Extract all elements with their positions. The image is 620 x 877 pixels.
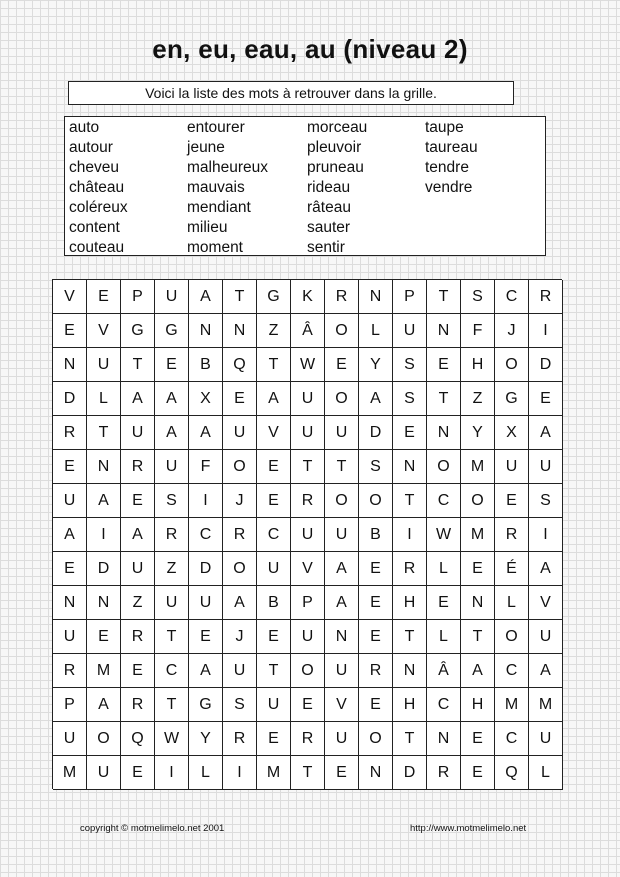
grid-cell[interactable]: D bbox=[393, 756, 427, 790]
word-item: malheureux bbox=[187, 159, 268, 176]
grid-cell[interactable]: U bbox=[291, 518, 325, 552]
grid-cell[interactable]: U bbox=[53, 620, 87, 654]
grid-cell[interactable]: T bbox=[87, 416, 121, 450]
grid-cell[interactable]: E bbox=[461, 722, 495, 756]
grid-cell[interactable]: O bbox=[325, 382, 359, 416]
grid-cell[interactable]: A bbox=[53, 518, 87, 552]
grid-cell[interactable]: T bbox=[393, 484, 427, 518]
word-item: entourer bbox=[187, 119, 245, 136]
word-list bbox=[64, 116, 546, 256]
grid-cell[interactable]: E bbox=[325, 348, 359, 382]
grid-cell[interactable]: A bbox=[359, 382, 393, 416]
grid-cell[interactable]: R bbox=[291, 722, 325, 756]
grid-cell[interactable]: H bbox=[393, 688, 427, 722]
grid-cell[interactable]: R bbox=[495, 518, 529, 552]
grid-cell[interactable]: I bbox=[189, 484, 223, 518]
grid-cell[interactable]: R bbox=[325, 280, 359, 314]
word-item: taureau bbox=[425, 139, 478, 156]
grid-cell[interactable]: T bbox=[427, 280, 461, 314]
grid-cell[interactable]: E bbox=[53, 314, 87, 348]
grid-cell[interactable]: O bbox=[325, 314, 359, 348]
grid-cell[interactable]: N bbox=[53, 586, 87, 620]
grid-cell[interactable]: A bbox=[155, 382, 189, 416]
word-item: jeune bbox=[187, 139, 225, 156]
grid-cell[interactable]: Y bbox=[461, 416, 495, 450]
grid-cell[interactable]: G bbox=[257, 280, 291, 314]
grid-cell[interactable]: E bbox=[189, 620, 223, 654]
grid-cell[interactable]: J bbox=[223, 620, 257, 654]
word-item: pleuvoir bbox=[307, 139, 362, 156]
grid-cell[interactable]: P bbox=[291, 586, 325, 620]
word-item: pruneau bbox=[307, 159, 364, 176]
grid-cell[interactable]: I bbox=[155, 756, 189, 790]
grid-cell[interactable]: R bbox=[121, 688, 155, 722]
grid-cell[interactable]: N bbox=[393, 654, 427, 688]
grid-cell[interactable]: A bbox=[155, 416, 189, 450]
grid-cell[interactable]: L bbox=[359, 314, 393, 348]
grid-cell[interactable]: A bbox=[529, 552, 563, 586]
grid-cell[interactable]: R bbox=[53, 654, 87, 688]
grid-cell[interactable]: A bbox=[121, 518, 155, 552]
grid-cell[interactable]: O bbox=[495, 348, 529, 382]
word-item: coléreux bbox=[69, 199, 128, 216]
grid-cell[interactable]: U bbox=[87, 756, 121, 790]
word-item: vendre bbox=[425, 179, 473, 196]
word-item: auto bbox=[69, 119, 100, 136]
grid-cell[interactable]: O bbox=[87, 722, 121, 756]
grid-cell[interactable]: M bbox=[53, 756, 87, 790]
grid-cell[interactable]: U bbox=[325, 654, 359, 688]
grid-cell[interactable]: O bbox=[359, 484, 393, 518]
grid-cell[interactable]: G bbox=[189, 688, 223, 722]
grid-cell[interactable]: V bbox=[291, 552, 325, 586]
grid-cell[interactable]: W bbox=[291, 348, 325, 382]
word-item: autour bbox=[69, 139, 113, 156]
grid-cell[interactable]: D bbox=[529, 348, 563, 382]
grid-cell[interactable]: S bbox=[359, 450, 393, 484]
grid-cell[interactable]: P bbox=[393, 280, 427, 314]
grid-cell[interactable]: A bbox=[189, 280, 223, 314]
grid-cell[interactable]: B bbox=[257, 586, 291, 620]
grid-cell[interactable]: U bbox=[291, 382, 325, 416]
grid-cell[interactable]: E bbox=[359, 620, 393, 654]
grid-cell[interactable]: B bbox=[189, 348, 223, 382]
grid-cell[interactable]: E bbox=[427, 348, 461, 382]
grid-cell[interactable]: D bbox=[189, 552, 223, 586]
grid-cell[interactable]: W bbox=[427, 518, 461, 552]
grid-cell[interactable]: U bbox=[291, 620, 325, 654]
grid-cell[interactable]: H bbox=[461, 348, 495, 382]
grid-cell[interactable]: T bbox=[155, 688, 189, 722]
grid-cell[interactable]: E bbox=[223, 382, 257, 416]
grid-cell[interactable]: V bbox=[53, 280, 87, 314]
word-search-grid bbox=[52, 279, 562, 789]
website-url: http://www.motmelimelo.net bbox=[410, 823, 527, 834]
grid-cell[interactable]: E bbox=[87, 280, 121, 314]
grid-cell[interactable]: O bbox=[461, 484, 495, 518]
grid-cell[interactable]: O bbox=[291, 654, 325, 688]
grid-cell[interactable]: M bbox=[495, 688, 529, 722]
grid-cell[interactable]: Q bbox=[223, 348, 257, 382]
grid-cell[interactable]: A bbox=[189, 654, 223, 688]
grid-cell[interactable]: Z bbox=[257, 314, 291, 348]
grid-cell[interactable]: N bbox=[393, 450, 427, 484]
grid-cell[interactable]: R bbox=[53, 416, 87, 450]
grid-cell[interactable]: U bbox=[325, 722, 359, 756]
grid-cell[interactable]: E bbox=[359, 688, 393, 722]
grid-cell[interactable]: X bbox=[189, 382, 223, 416]
grid-cell[interactable]: R bbox=[529, 280, 563, 314]
grid-cell[interactable]: N bbox=[427, 416, 461, 450]
grid-cell[interactable]: L bbox=[495, 586, 529, 620]
grid-cell[interactable]: G bbox=[121, 314, 155, 348]
word-column-1 bbox=[69, 118, 189, 258]
grid-cell[interactable]: M bbox=[257, 756, 291, 790]
word-item: mauvais bbox=[187, 179, 245, 196]
grid-cell[interactable]: R bbox=[155, 518, 189, 552]
grid-cell[interactable]: U bbox=[257, 688, 291, 722]
grid-cell[interactable]: T bbox=[121, 348, 155, 382]
grid-cell[interactable]: O bbox=[223, 552, 257, 586]
grid-cell[interactable]: N bbox=[359, 280, 393, 314]
grid-cell[interactable]: E bbox=[87, 620, 121, 654]
grid-cell[interactable]: T bbox=[257, 348, 291, 382]
grid-cell[interactable]: A bbox=[529, 416, 563, 450]
grid-cell[interactable]: U bbox=[155, 450, 189, 484]
word-item: milieu bbox=[187, 219, 228, 236]
grid-cell[interactable]: E bbox=[53, 552, 87, 586]
grid-cell[interactable]: L bbox=[427, 620, 461, 654]
grid-cell[interactable]: A bbox=[325, 552, 359, 586]
grid-cell[interactable]: E bbox=[291, 688, 325, 722]
grid-cell[interactable]: U bbox=[223, 416, 257, 450]
grid-cell[interactable]: Â bbox=[427, 654, 461, 688]
grid-cell[interactable]: N bbox=[189, 314, 223, 348]
grid-cell[interactable]: R bbox=[393, 552, 427, 586]
grid-cell[interactable]: M bbox=[529, 688, 563, 722]
grid-cell[interactable]: U bbox=[291, 416, 325, 450]
grid-cell[interactable]: T bbox=[155, 620, 189, 654]
grid-cell[interactable]: E bbox=[257, 484, 291, 518]
grid-cell[interactable]: M bbox=[461, 518, 495, 552]
grid-cell[interactable]: A bbox=[257, 382, 291, 416]
grid-cell[interactable]: E bbox=[53, 450, 87, 484]
word-item: moment bbox=[187, 239, 243, 256]
grid-cell[interactable]: R bbox=[291, 484, 325, 518]
grid-cell[interactable]: P bbox=[121, 280, 155, 314]
grid-cell[interactable]: C bbox=[189, 518, 223, 552]
grid-cell[interactable]: C bbox=[495, 280, 529, 314]
grid-cell[interactable]: E bbox=[121, 654, 155, 688]
word-item: couteau bbox=[69, 239, 125, 256]
grid-cell[interactable]: U bbox=[529, 620, 563, 654]
grid-cell[interactable]: N bbox=[223, 314, 257, 348]
grid-cell[interactable]: T bbox=[427, 382, 461, 416]
grid-cell[interactable]: U bbox=[393, 314, 427, 348]
grid-cell[interactable]: C bbox=[257, 518, 291, 552]
grid-cell[interactable]: U bbox=[53, 722, 87, 756]
grid-cell[interactable]: C bbox=[495, 654, 529, 688]
grid-cell[interactable]: E bbox=[121, 756, 155, 790]
word-item: morceau bbox=[307, 119, 368, 136]
grid-cell[interactable]: L bbox=[529, 756, 563, 790]
grid-cell[interactable]: I bbox=[393, 518, 427, 552]
grid-cell[interactable]: A bbox=[87, 688, 121, 722]
word-item: râteau bbox=[307, 199, 351, 216]
grid-cell[interactable]: E bbox=[257, 450, 291, 484]
grid-cell[interactable]: U bbox=[495, 450, 529, 484]
grid-cell[interactable]: V bbox=[529, 586, 563, 620]
grid-cell[interactable]: S bbox=[223, 688, 257, 722]
grid-cell[interactable]: N bbox=[427, 314, 461, 348]
grid-cell[interactable]: E bbox=[427, 586, 461, 620]
grid-cell[interactable]: O bbox=[427, 450, 461, 484]
grid-cell[interactable]: D bbox=[87, 552, 121, 586]
grid-cell[interactable]: O bbox=[325, 484, 359, 518]
word-item: content bbox=[69, 219, 120, 236]
grid-cell[interactable]: U bbox=[53, 484, 87, 518]
grid-cell[interactable]: C bbox=[427, 484, 461, 518]
instructions: Voici la liste des mots à retrouver dans la grille. bbox=[68, 81, 514, 105]
grid-cell[interactable]: M bbox=[461, 450, 495, 484]
word-item: taupe bbox=[425, 119, 464, 136]
grid-cell[interactable]: U bbox=[121, 552, 155, 586]
grid-cell[interactable]: N bbox=[427, 722, 461, 756]
grid-cell[interactable]: T bbox=[257, 654, 291, 688]
grid-cell[interactable]: U bbox=[529, 450, 563, 484]
word-item: sentir bbox=[307, 239, 345, 256]
grid-cell[interactable]: A bbox=[529, 654, 563, 688]
grid-cell[interactable]: A bbox=[189, 416, 223, 450]
grid-cell[interactable]: R bbox=[121, 620, 155, 654]
grid-cell[interactable]: J bbox=[223, 484, 257, 518]
grid-cell[interactable]: F bbox=[189, 450, 223, 484]
grid-cell[interactable]: U bbox=[155, 586, 189, 620]
grid-cell[interactable]: A bbox=[223, 586, 257, 620]
grid-cell[interactable]: E bbox=[325, 756, 359, 790]
grid-cell[interactable]: N bbox=[87, 586, 121, 620]
grid-cell[interactable]: R bbox=[427, 756, 461, 790]
grid-cell[interactable]: U bbox=[529, 722, 563, 756]
grid-cell[interactable]: R bbox=[359, 654, 393, 688]
grid-cell[interactable]: R bbox=[121, 450, 155, 484]
grid-cell[interactable]: U bbox=[121, 416, 155, 450]
grid-cell[interactable]: N bbox=[87, 450, 121, 484]
grid-cell[interactable]: F bbox=[461, 314, 495, 348]
grid-cell[interactable]: A bbox=[461, 654, 495, 688]
grid-cell[interactable]: M bbox=[87, 654, 121, 688]
grid-cell[interactable]: U bbox=[87, 348, 121, 382]
grid-cell[interactable]: L bbox=[189, 756, 223, 790]
grid-cell[interactable]: O bbox=[495, 620, 529, 654]
grid-cell[interactable]: E bbox=[257, 722, 291, 756]
grid-cell[interactable]: C bbox=[427, 688, 461, 722]
word-column-3 bbox=[307, 118, 427, 258]
grid-cell[interactable]: U bbox=[223, 654, 257, 688]
grid-cell[interactable]: W bbox=[155, 722, 189, 756]
grid-cell[interactable]: U bbox=[325, 518, 359, 552]
grid-cell[interactable]: V bbox=[87, 314, 121, 348]
grid-cell[interactable]: N bbox=[461, 586, 495, 620]
grid-cell[interactable]: I bbox=[223, 756, 257, 790]
grid-cell[interactable]: O bbox=[223, 450, 257, 484]
grid-cell[interactable]: G bbox=[155, 314, 189, 348]
grid-cell[interactable]: Z bbox=[121, 586, 155, 620]
grid-cell[interactable]: V bbox=[325, 688, 359, 722]
grid-cell[interactable]: E bbox=[461, 756, 495, 790]
grid-cell[interactable]: S bbox=[393, 348, 427, 382]
grid-cell[interactable]: G bbox=[495, 382, 529, 416]
grid-cell[interactable]: S bbox=[461, 280, 495, 314]
grid-cell[interactable]: I bbox=[529, 314, 563, 348]
page-title: en, eu, eau, au (niveau 2) bbox=[152, 34, 468, 64]
grid-cell[interactable]: T bbox=[291, 450, 325, 484]
grid-cell[interactable]: Â bbox=[291, 314, 325, 348]
grid-cell[interactable]: A bbox=[87, 484, 121, 518]
grid-cell[interactable]: N bbox=[325, 620, 359, 654]
word-item: mendiant bbox=[187, 199, 251, 216]
word-item: tendre bbox=[425, 159, 469, 176]
grid-cell[interactable]: T bbox=[325, 450, 359, 484]
grid-cell[interactable]: R bbox=[223, 518, 257, 552]
grid-cell[interactable]: V bbox=[257, 416, 291, 450]
grid-cell[interactable]: T bbox=[393, 722, 427, 756]
grid-cell[interactable]: S bbox=[529, 484, 563, 518]
grid-cell[interactable]: U bbox=[257, 552, 291, 586]
grid-cell[interactable]: C bbox=[155, 654, 189, 688]
grid-cell[interactable]: D bbox=[53, 382, 87, 416]
grid-cell[interactable]: U bbox=[155, 280, 189, 314]
grid-cell[interactable]: T bbox=[461, 620, 495, 654]
word-item: cheveu bbox=[69, 159, 119, 176]
word-item: château bbox=[69, 179, 125, 196]
grid-cell[interactable]: S bbox=[393, 382, 427, 416]
grid-cell[interactable]: A bbox=[121, 382, 155, 416]
grid-cell[interactable]: E bbox=[495, 484, 529, 518]
grid-cell[interactable]: Y bbox=[189, 722, 223, 756]
grid-cell[interactable]: Z bbox=[155, 552, 189, 586]
word-column-2 bbox=[187, 118, 307, 258]
grid-cell[interactable]: P bbox=[53, 688, 87, 722]
grid-cell[interactable]: Q bbox=[121, 722, 155, 756]
grid-cell[interactable]: T bbox=[393, 620, 427, 654]
grid-cell[interactable]: D bbox=[359, 416, 393, 450]
grid-cell[interactable]: A bbox=[325, 586, 359, 620]
grid-cell[interactable]: X bbox=[495, 416, 529, 450]
grid-cell[interactable]: K bbox=[291, 280, 325, 314]
grid-cell[interactable]: C bbox=[495, 722, 529, 756]
grid-cell[interactable]: E bbox=[359, 586, 393, 620]
grid-cell[interactable]: B bbox=[359, 518, 393, 552]
grid-cell[interactable]: T bbox=[223, 280, 257, 314]
grid-cell[interactable]: L bbox=[427, 552, 461, 586]
grid-cell[interactable]: É bbox=[495, 552, 529, 586]
grid-cell[interactable]: S bbox=[155, 484, 189, 518]
grid-cell[interactable]: I bbox=[87, 518, 121, 552]
copyright-text: copyright © motmelimelo.net 2001 bbox=[80, 823, 225, 834]
grid-cell[interactable]: U bbox=[189, 586, 223, 620]
grid-cell[interactable]: T bbox=[291, 756, 325, 790]
grid-cell[interactable]: I bbox=[529, 518, 563, 552]
grid-cell[interactable]: H bbox=[393, 586, 427, 620]
grid-cell[interactable]: Q bbox=[495, 756, 529, 790]
grid-cell[interactable]: R bbox=[223, 722, 257, 756]
grid-cell[interactable]: O bbox=[359, 722, 393, 756]
grid-cell[interactable]: Z bbox=[461, 382, 495, 416]
grid-cell[interactable]: E bbox=[529, 382, 563, 416]
grid-cell[interactable]: U bbox=[325, 416, 359, 450]
grid-cell[interactable]: N bbox=[359, 756, 393, 790]
grid-cell[interactable]: J bbox=[495, 314, 529, 348]
grid-cell[interactable]: E bbox=[257, 620, 291, 654]
grid-cell[interactable]: Y bbox=[359, 348, 393, 382]
grid-cell[interactable]: L bbox=[87, 382, 121, 416]
grid-cell[interactable]: E bbox=[155, 348, 189, 382]
word-item: sauter bbox=[307, 219, 351, 236]
grid-cell[interactable]: E bbox=[461, 552, 495, 586]
grid-cell[interactable]: E bbox=[359, 552, 393, 586]
grid-cell[interactable]: N bbox=[53, 348, 87, 382]
word-item: rideau bbox=[307, 179, 351, 196]
grid-cell[interactable]: E bbox=[393, 416, 427, 450]
grid-cell[interactable]: H bbox=[461, 688, 495, 722]
grid-cell[interactable]: E bbox=[121, 484, 155, 518]
word-column-4 bbox=[425, 118, 545, 198]
